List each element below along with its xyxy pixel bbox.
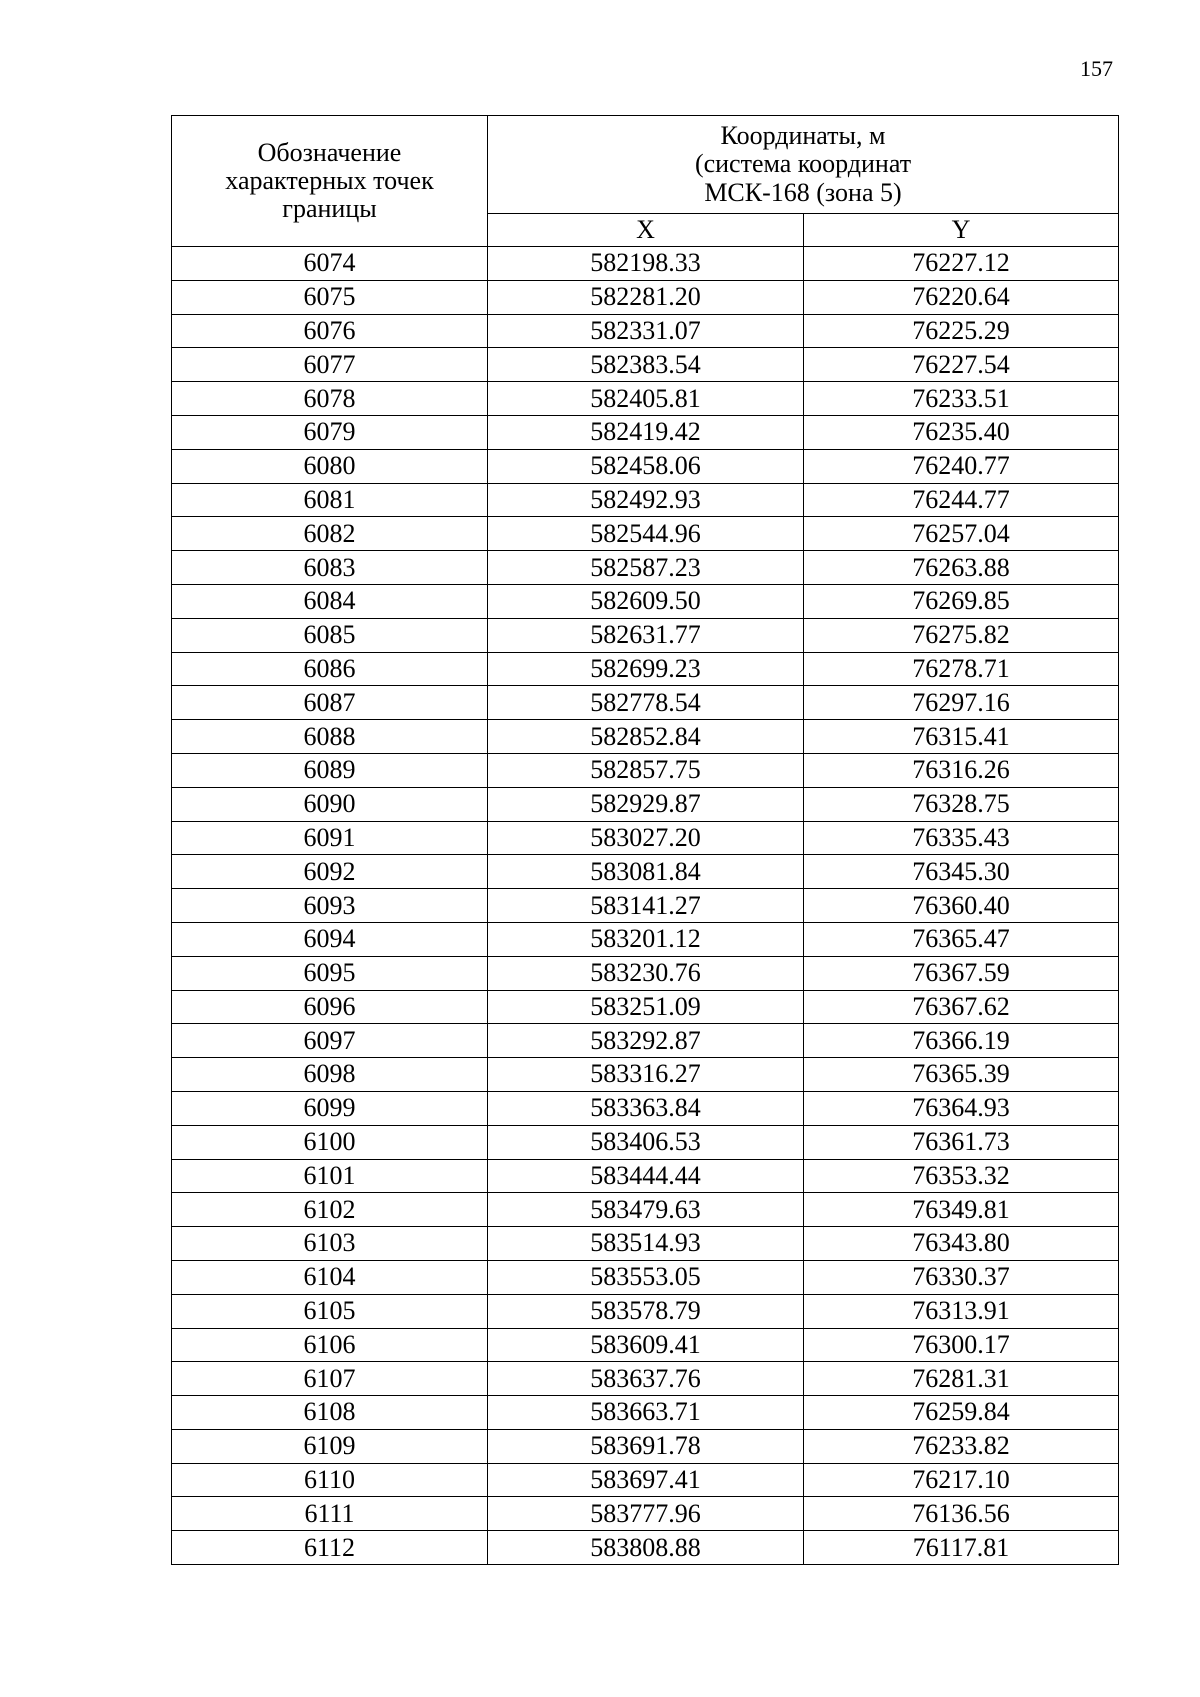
point-cell: 6093 bbox=[172, 889, 488, 923]
y-cell: 76353.32 bbox=[804, 1159, 1119, 1193]
x-cell: 583663.71 bbox=[488, 1396, 804, 1430]
table-row bbox=[172, 517, 1119, 551]
point-cell: 6076 bbox=[172, 314, 488, 348]
x-cell: 583808.88 bbox=[488, 1531, 804, 1565]
point-cell: 6074 bbox=[172, 247, 488, 281]
y-column-header: Y bbox=[804, 214, 1119, 247]
table-row bbox=[172, 1125, 1119, 1159]
coordinates-table bbox=[171, 115, 1119, 1565]
x-cell: 582281.20 bbox=[488, 280, 804, 314]
x-cell: 582609.50 bbox=[488, 584, 804, 618]
table-row bbox=[172, 1362, 1119, 1396]
x-cell: 583081.84 bbox=[488, 855, 804, 889]
table-row bbox=[172, 821, 1119, 855]
table-row bbox=[172, 956, 1119, 990]
x-cell: 583777.96 bbox=[488, 1497, 804, 1531]
y-cell: 76257.04 bbox=[804, 517, 1119, 551]
x-cell: 582857.75 bbox=[488, 753, 804, 787]
x-cell: 582929.87 bbox=[488, 787, 804, 821]
y-cell: 76244.77 bbox=[804, 483, 1119, 517]
table-body bbox=[172, 247, 1119, 1565]
point-cell: 6101 bbox=[172, 1159, 488, 1193]
table-row bbox=[172, 922, 1119, 956]
table-row bbox=[172, 1024, 1119, 1058]
point-cell: 6097 bbox=[172, 1024, 488, 1058]
point-cell: 6094 bbox=[172, 922, 488, 956]
x-cell: 583514.93 bbox=[488, 1227, 804, 1261]
y-cell: 76225.29 bbox=[804, 314, 1119, 348]
table-row bbox=[172, 280, 1119, 314]
x-cell: 582778.54 bbox=[488, 686, 804, 720]
x-cell: 583479.63 bbox=[488, 1193, 804, 1227]
y-cell: 76367.59 bbox=[804, 956, 1119, 990]
point-cell: 6107 bbox=[172, 1362, 488, 1396]
point-cell: 6110 bbox=[172, 1463, 488, 1497]
point-cell: 6106 bbox=[172, 1328, 488, 1362]
table-row bbox=[172, 990, 1119, 1024]
table-row bbox=[172, 449, 1119, 483]
y-cell: 76364.93 bbox=[804, 1091, 1119, 1125]
table-row bbox=[172, 1429, 1119, 1463]
y-cell: 76300.17 bbox=[804, 1328, 1119, 1362]
y-cell: 76361.73 bbox=[804, 1125, 1119, 1159]
y-cell: 76315.41 bbox=[804, 720, 1119, 754]
point-cell: 6099 bbox=[172, 1091, 488, 1125]
point-cell: 6100 bbox=[172, 1125, 488, 1159]
y-cell: 76227.54 bbox=[804, 348, 1119, 382]
x-column-header: X bbox=[488, 214, 804, 247]
y-cell: 76330.37 bbox=[804, 1260, 1119, 1294]
y-cell: 76343.80 bbox=[804, 1227, 1119, 1261]
y-cell: 76313.91 bbox=[804, 1294, 1119, 1328]
y-cell: 76227.12 bbox=[804, 247, 1119, 281]
point-cell: 6078 bbox=[172, 382, 488, 416]
coordinates-header-line1: Координаты, м bbox=[720, 121, 886, 151]
point-cell: 6083 bbox=[172, 551, 488, 585]
table-row bbox=[172, 1159, 1119, 1193]
table-row bbox=[172, 1294, 1119, 1328]
y-cell: 76117.81 bbox=[804, 1531, 1119, 1565]
y-cell: 76233.82 bbox=[804, 1429, 1119, 1463]
y-cell: 76259.84 bbox=[804, 1396, 1119, 1430]
x-cell: 583444.44 bbox=[488, 1159, 804, 1193]
table-row bbox=[172, 247, 1119, 281]
x-cell: 582544.96 bbox=[488, 517, 804, 551]
table-row bbox=[172, 1058, 1119, 1092]
y-cell: 76366.19 bbox=[804, 1024, 1119, 1058]
x-cell: 582198.33 bbox=[488, 247, 804, 281]
x-cell: 583141.27 bbox=[488, 889, 804, 923]
point-cell: 6080 bbox=[172, 449, 488, 483]
point-cell: 6079 bbox=[172, 415, 488, 449]
point-cell: 6085 bbox=[172, 618, 488, 652]
table-row bbox=[172, 1328, 1119, 1362]
point-cell: 6082 bbox=[172, 517, 488, 551]
table-row bbox=[172, 686, 1119, 720]
x-cell: 583553.05 bbox=[488, 1260, 804, 1294]
table-row bbox=[172, 348, 1119, 382]
x-cell: 583230.76 bbox=[488, 956, 804, 990]
point-cell: 6090 bbox=[172, 787, 488, 821]
table-row bbox=[172, 652, 1119, 686]
table-row bbox=[172, 1463, 1119, 1497]
point-cell: 6102 bbox=[172, 1193, 488, 1227]
table-row bbox=[172, 584, 1119, 618]
x-cell: 583316.27 bbox=[488, 1058, 804, 1092]
x-cell: 583697.41 bbox=[488, 1463, 804, 1497]
y-cell: 76263.88 bbox=[804, 551, 1119, 585]
table-header bbox=[172, 116, 1119, 247]
point-cell: 6081 bbox=[172, 483, 488, 517]
point-cell: 6077 bbox=[172, 348, 488, 382]
point-cell: 6108 bbox=[172, 1396, 488, 1430]
table-row bbox=[172, 1396, 1119, 1430]
y-cell: 76136.56 bbox=[804, 1497, 1119, 1531]
x-cell: 583578.79 bbox=[488, 1294, 804, 1328]
x-cell: 583292.87 bbox=[488, 1024, 804, 1058]
coordinates-column-header bbox=[488, 116, 1119, 214]
point-cell: 6091 bbox=[172, 821, 488, 855]
table-row bbox=[172, 1193, 1119, 1227]
point-cell: 6089 bbox=[172, 753, 488, 787]
table-row bbox=[172, 720, 1119, 754]
y-cell: 76235.40 bbox=[804, 415, 1119, 449]
y-cell: 76365.39 bbox=[804, 1058, 1119, 1092]
table-row bbox=[172, 1260, 1119, 1294]
table-row bbox=[172, 314, 1119, 348]
x-cell: 582405.81 bbox=[488, 382, 804, 416]
y-cell: 76233.51 bbox=[804, 382, 1119, 416]
point-column-header: Обозначение характерных точек границы bbox=[172, 116, 488, 247]
y-cell: 76297.16 bbox=[804, 686, 1119, 720]
y-cell: 76217.10 bbox=[804, 1463, 1119, 1497]
x-cell: 582699.23 bbox=[488, 652, 804, 686]
point-cell: 6087 bbox=[172, 686, 488, 720]
table-row bbox=[172, 483, 1119, 517]
point-cell: 6109 bbox=[172, 1429, 488, 1463]
table-row bbox=[172, 382, 1119, 416]
x-cell: 583201.12 bbox=[488, 922, 804, 956]
x-cell: 583609.41 bbox=[488, 1328, 804, 1362]
x-cell: 583691.78 bbox=[488, 1429, 804, 1463]
point-cell: 6096 bbox=[172, 990, 488, 1024]
point-cell: 6092 bbox=[172, 855, 488, 889]
x-cell: 582458.06 bbox=[488, 449, 804, 483]
point-cell: 6098 bbox=[172, 1058, 488, 1092]
point-cell: 6086 bbox=[172, 652, 488, 686]
y-cell: 76316.26 bbox=[804, 753, 1119, 787]
x-cell: 582492.93 bbox=[488, 483, 804, 517]
y-cell: 76220.64 bbox=[804, 280, 1119, 314]
y-cell: 76240.77 bbox=[804, 449, 1119, 483]
page-number: 157 bbox=[1080, 56, 1113, 81]
x-cell: 582631.77 bbox=[488, 618, 804, 652]
point-cell: 6088 bbox=[172, 720, 488, 754]
x-cell: 582419.42 bbox=[488, 415, 804, 449]
table-row bbox=[172, 1227, 1119, 1261]
coordinates-header-line3: МСК-168 (зона 5) bbox=[704, 177, 902, 207]
y-cell: 76365.47 bbox=[804, 922, 1119, 956]
table-row bbox=[172, 1497, 1119, 1531]
point-cell: 6084 bbox=[172, 584, 488, 618]
y-cell: 76367.62 bbox=[804, 990, 1119, 1024]
y-cell: 76345.30 bbox=[804, 855, 1119, 889]
table-row bbox=[172, 787, 1119, 821]
table-row bbox=[172, 1531, 1119, 1565]
y-cell: 76269.85 bbox=[804, 584, 1119, 618]
x-cell: 583251.09 bbox=[488, 990, 804, 1024]
table-row bbox=[172, 618, 1119, 652]
x-cell: 583363.84 bbox=[488, 1091, 804, 1125]
table-row bbox=[172, 415, 1119, 449]
point-cell: 6095 bbox=[172, 956, 488, 990]
point-cell: 6103 bbox=[172, 1227, 488, 1261]
x-cell: 582852.84 bbox=[488, 720, 804, 754]
point-cell: 6111 bbox=[172, 1497, 488, 1531]
table-row bbox=[172, 753, 1119, 787]
table-row bbox=[172, 551, 1119, 585]
x-cell: 583027.20 bbox=[488, 821, 804, 855]
y-cell: 76328.75 bbox=[804, 787, 1119, 821]
y-cell: 76278.71 bbox=[804, 652, 1119, 686]
coordinates-header-line2: (система координат bbox=[694, 149, 912, 179]
point-cell: 6112 bbox=[172, 1531, 488, 1565]
y-cell: 76360.40 bbox=[804, 889, 1119, 923]
y-cell: 76275.82 bbox=[804, 618, 1119, 652]
point-cell: 6075 bbox=[172, 280, 488, 314]
x-cell: 583637.76 bbox=[488, 1362, 804, 1396]
x-cell: 582383.54 bbox=[488, 348, 804, 382]
table-row bbox=[172, 855, 1119, 889]
table-row bbox=[172, 1091, 1119, 1125]
y-cell: 76281.31 bbox=[804, 1362, 1119, 1396]
point-cell: 6104 bbox=[172, 1260, 488, 1294]
point-cell: 6105 bbox=[172, 1294, 488, 1328]
x-cell: 582587.23 bbox=[488, 551, 804, 585]
x-cell: 583406.53 bbox=[488, 1125, 804, 1159]
y-cell: 76349.81 bbox=[804, 1193, 1119, 1227]
x-cell: 582331.07 bbox=[488, 314, 804, 348]
y-cell: 76335.43 bbox=[804, 821, 1119, 855]
table-row bbox=[172, 889, 1119, 923]
